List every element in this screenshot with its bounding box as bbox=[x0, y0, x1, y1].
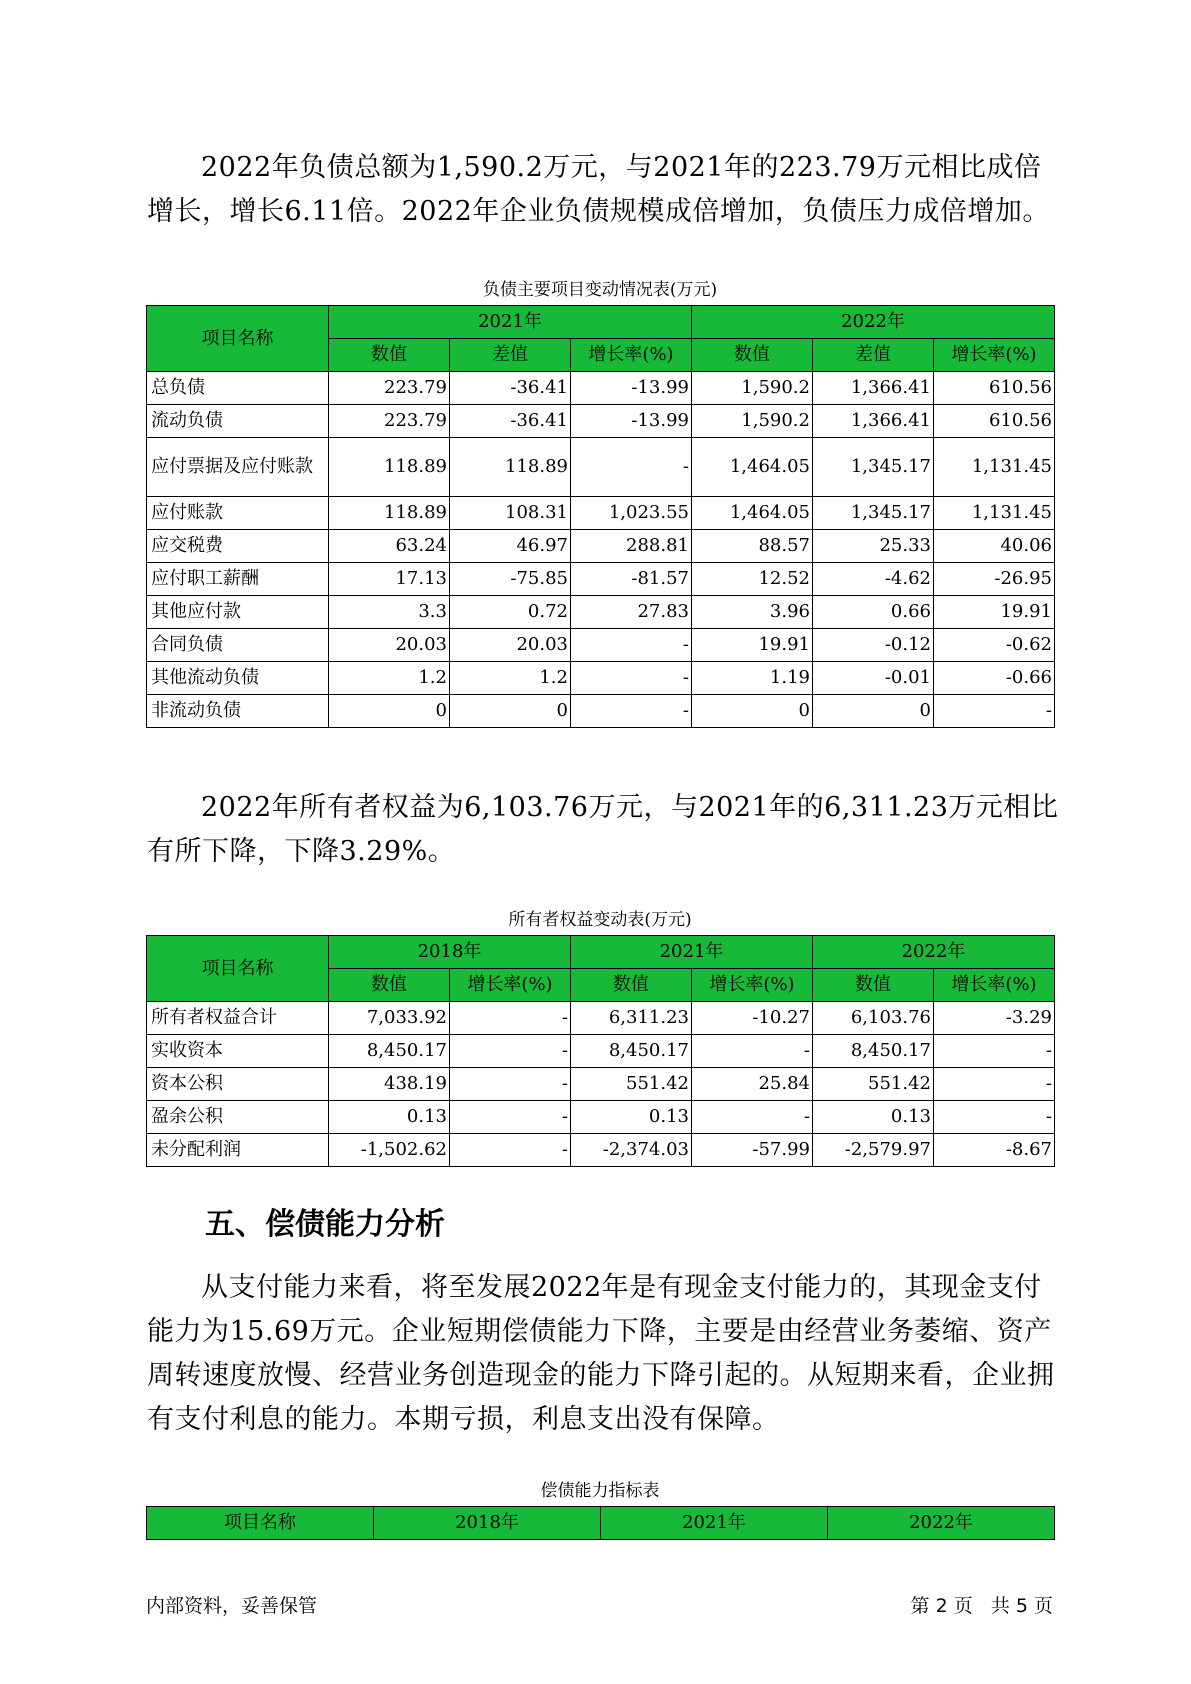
column-header: 数值 bbox=[329, 339, 450, 372]
table-cell: 19.91 bbox=[692, 629, 813, 662]
table-row bbox=[147, 695, 1055, 728]
year-header: 2021年 bbox=[601, 1507, 828, 1540]
column-header: 数值 bbox=[813, 969, 934, 1002]
table-row bbox=[147, 1134, 1055, 1167]
item-name-header: 项目名称 bbox=[147, 306, 329, 372]
table-cell: -2,579.97 bbox=[813, 1134, 934, 1167]
table-row bbox=[147, 1068, 1055, 1101]
row-label: 其他流动负债 bbox=[147, 662, 329, 695]
table-cell: -10.27 bbox=[692, 1002, 813, 1035]
table-cell: 7,033.92 bbox=[329, 1002, 450, 1035]
table-cell: 3.3 bbox=[329, 596, 450, 629]
table-cell: 551.42 bbox=[571, 1068, 692, 1101]
table-row bbox=[147, 1002, 1055, 1035]
column-header: 增长率(%) bbox=[571, 339, 692, 372]
table-row bbox=[147, 372, 1055, 405]
column-header: 数值 bbox=[571, 969, 692, 1002]
item-name-header: 项目名称 bbox=[147, 936, 329, 1002]
table-cell: 1,464.05 bbox=[692, 497, 813, 530]
table-cell: 20.03 bbox=[450, 629, 571, 662]
table-cell: 1,366.41 bbox=[813, 405, 934, 438]
row-label: 总负债 bbox=[147, 372, 329, 405]
table-row bbox=[147, 1101, 1055, 1134]
table-cell: - bbox=[692, 1035, 813, 1068]
column-header: 数值 bbox=[692, 339, 813, 372]
table-cell: -26.95 bbox=[934, 563, 1055, 596]
row-label: 资本公积 bbox=[147, 1068, 329, 1101]
table-cell: - bbox=[571, 695, 692, 728]
table-caption-solvency: 偿债能力指标表 bbox=[540, 1481, 660, 1501]
table-cell: 46.97 bbox=[450, 530, 571, 563]
table-cell: 1,345.17 bbox=[813, 497, 934, 530]
footer-confidential: 内部资料，妥善保管 bbox=[146, 1595, 318, 1617]
table-cell: 0.13 bbox=[813, 1101, 934, 1134]
row-label: 其他应付款 bbox=[147, 596, 329, 629]
table-cell: 1,131.45 bbox=[934, 438, 1055, 497]
table-cell: 0.72 bbox=[450, 596, 571, 629]
table-cell: 0.13 bbox=[571, 1101, 692, 1134]
table-cell: - bbox=[692, 1101, 813, 1134]
table-cell: -1,502.62 bbox=[329, 1134, 450, 1167]
table-cell: - bbox=[571, 438, 692, 497]
table-cell: 40.06 bbox=[934, 530, 1055, 563]
section-heading: 五、偿债能力分析 bbox=[205, 1207, 445, 1242]
table-cell: - bbox=[571, 662, 692, 695]
column-header: 数值 bbox=[329, 969, 450, 1002]
year-header: 2022年 bbox=[828, 1507, 1055, 1540]
table-cell: 8,450.17 bbox=[571, 1035, 692, 1068]
table-cell: 1,131.45 bbox=[934, 497, 1055, 530]
table-cell: 438.19 bbox=[329, 1068, 450, 1101]
column-header: 增长率(%) bbox=[934, 339, 1055, 372]
table-cell: 108.31 bbox=[450, 497, 571, 530]
column-header: 增长率(%) bbox=[692, 969, 813, 1002]
table-cell: -13.99 bbox=[571, 372, 692, 405]
row-label: 所有者权益合计 bbox=[147, 1002, 329, 1035]
table-caption-liabilities: 负债主要项目变动情况表(万元) bbox=[482, 280, 718, 300]
year-header: 2022年 bbox=[692, 306, 1055, 339]
year-header: 2022年 bbox=[813, 936, 1055, 969]
table-cell: 8,450.17 bbox=[813, 1035, 934, 1068]
row-label: 合同负债 bbox=[147, 629, 329, 662]
paragraph-liabilities: 2022年负债总额为1,590.2万元，与2021年的223.79万元相比成倍增长，增长6.11倍。2022年企业负债规模成倍增加，负债压力成倍增加。 bbox=[147, 152, 1050, 227]
table-cell: - bbox=[450, 1035, 571, 1068]
paragraph-solvency: 从支付能力来看，将至发展2022年是有现金支付能力的，其现金支付能力为15.69万元。企业短期偿债能力下降，主要是由经营业务萎缩、资产周转速度放慢、经营业务创造现金的能力下降引起的。从短期来看，企业拥有支付利息的能力。本期亏损，利息支出没有保障。 bbox=[147, 1272, 1055, 1435]
item-name-header: 项目名称 bbox=[147, 1507, 374, 1540]
table-cell: 0 bbox=[692, 695, 813, 728]
table-cell: - bbox=[450, 1134, 571, 1167]
table-cell: -75.85 bbox=[450, 563, 571, 596]
table-cell: 0 bbox=[450, 695, 571, 728]
table-cell: 25.84 bbox=[692, 1068, 813, 1101]
table-cell: - bbox=[450, 1068, 571, 1101]
table-cell: 63.24 bbox=[329, 530, 450, 563]
table-cell: 27.83 bbox=[571, 596, 692, 629]
row-label: 应付账款 bbox=[147, 497, 329, 530]
table-cell: 223.79 bbox=[329, 405, 450, 438]
table-cell: 1,366.41 bbox=[813, 372, 934, 405]
table-cell: - bbox=[450, 1101, 571, 1134]
table-row bbox=[147, 497, 1055, 530]
column-header: 增长率(%) bbox=[450, 969, 571, 1002]
table-cell: -57.99 bbox=[692, 1134, 813, 1167]
table-cell: 25.33 bbox=[813, 530, 934, 563]
table-cell: 1,345.17 bbox=[813, 438, 934, 497]
table-cell: 8,450.17 bbox=[329, 1035, 450, 1068]
table-cell: - bbox=[934, 1068, 1055, 1101]
equity-table bbox=[146, 935, 1055, 1167]
table-cell: - bbox=[934, 1101, 1055, 1134]
table-cell: 1,590.2 bbox=[692, 405, 813, 438]
table-cell: - bbox=[450, 1002, 571, 1035]
footer-page-number: 第 2 页 共 5 页 bbox=[910, 1595, 1053, 1617]
table-cell: 12.52 bbox=[692, 563, 813, 596]
table-cell: -3.29 bbox=[934, 1002, 1055, 1035]
table-cell: 1,590.2 bbox=[692, 372, 813, 405]
table-cell: -13.99 bbox=[571, 405, 692, 438]
table-cell: 3.96 bbox=[692, 596, 813, 629]
table-cell: 1,023.55 bbox=[571, 497, 692, 530]
table-cell: -36.41 bbox=[450, 405, 571, 438]
table-cell: -0.12 bbox=[813, 629, 934, 662]
table-cell: -0.62 bbox=[934, 629, 1055, 662]
row-label: 盈余公积 bbox=[147, 1101, 329, 1134]
table-cell: 1.19 bbox=[692, 662, 813, 695]
table-row bbox=[147, 438, 1055, 497]
table-cell: 1.2 bbox=[450, 662, 571, 695]
table-cell: 6,311.23 bbox=[571, 1002, 692, 1035]
solvency-table bbox=[146, 1506, 1055, 1540]
table-cell: 118.89 bbox=[329, 438, 450, 497]
table-cell: 0 bbox=[813, 695, 934, 728]
table-cell: 1.2 bbox=[329, 662, 450, 695]
year-header: 2021年 bbox=[571, 936, 813, 969]
table-cell: -0.66 bbox=[934, 662, 1055, 695]
table-cell: 17.13 bbox=[329, 563, 450, 596]
table-row bbox=[147, 596, 1055, 629]
table-cell: 88.57 bbox=[692, 530, 813, 563]
table-row bbox=[147, 662, 1055, 695]
table-row bbox=[147, 405, 1055, 438]
row-label: 流动负债 bbox=[147, 405, 329, 438]
table-row bbox=[147, 629, 1055, 662]
table-cell: - bbox=[934, 1035, 1055, 1068]
table-cell: 20.03 bbox=[329, 629, 450, 662]
table-row bbox=[147, 530, 1055, 563]
liabilities-table bbox=[146, 305, 1055, 728]
column-header: 差值 bbox=[450, 339, 571, 372]
table-row bbox=[147, 563, 1055, 596]
table-cell: -81.57 bbox=[571, 563, 692, 596]
table-cell: 288.81 bbox=[571, 530, 692, 563]
table-cell: 6,103.76 bbox=[813, 1002, 934, 1035]
table-cell: -4.62 bbox=[813, 563, 934, 596]
table-caption-equity: 所有者权益变动表(万元) bbox=[508, 910, 692, 930]
column-header: 增长率(%) bbox=[934, 969, 1055, 1002]
table-cell: - bbox=[934, 695, 1055, 728]
row-label: 应付票据及应付账款 bbox=[147, 438, 329, 497]
table-cell: -2,374.03 bbox=[571, 1134, 692, 1167]
column-header: 差值 bbox=[813, 339, 934, 372]
year-header: 2018年 bbox=[374, 1507, 601, 1540]
table-cell: 610.56 bbox=[934, 405, 1055, 438]
table-row bbox=[147, 1035, 1055, 1068]
table-cell: - bbox=[571, 629, 692, 662]
row-label: 非流动负债 bbox=[147, 695, 329, 728]
year-header: 2021年 bbox=[329, 306, 692, 339]
row-label: 应交税费 bbox=[147, 530, 329, 563]
table-cell: 0.66 bbox=[813, 596, 934, 629]
table-cell: -36.41 bbox=[450, 372, 571, 405]
table-cell: 0 bbox=[329, 695, 450, 728]
table-cell: -8.67 bbox=[934, 1134, 1055, 1167]
paragraph-equity: 2022年所有者权益为6,103.76万元，与2021年的6,311.23万元相比有所下降，下降3.29%。 bbox=[147, 792, 1059, 867]
row-label: 实收资本 bbox=[147, 1035, 329, 1068]
table-cell: 223.79 bbox=[329, 372, 450, 405]
table-cell: 0.13 bbox=[329, 1101, 450, 1134]
table-cell: 551.42 bbox=[813, 1068, 934, 1101]
year-header: 2018年 bbox=[329, 936, 571, 969]
row-label: 应付职工薪酬 bbox=[147, 563, 329, 596]
table-cell: 1,464.05 bbox=[692, 438, 813, 497]
row-label: 未分配利润 bbox=[147, 1134, 329, 1167]
table-cell: -0.01 bbox=[813, 662, 934, 695]
table-cell: 118.89 bbox=[450, 438, 571, 497]
table-cell: 118.89 bbox=[329, 497, 450, 530]
table-cell: 19.91 bbox=[934, 596, 1055, 629]
table-cell: 610.56 bbox=[934, 372, 1055, 405]
